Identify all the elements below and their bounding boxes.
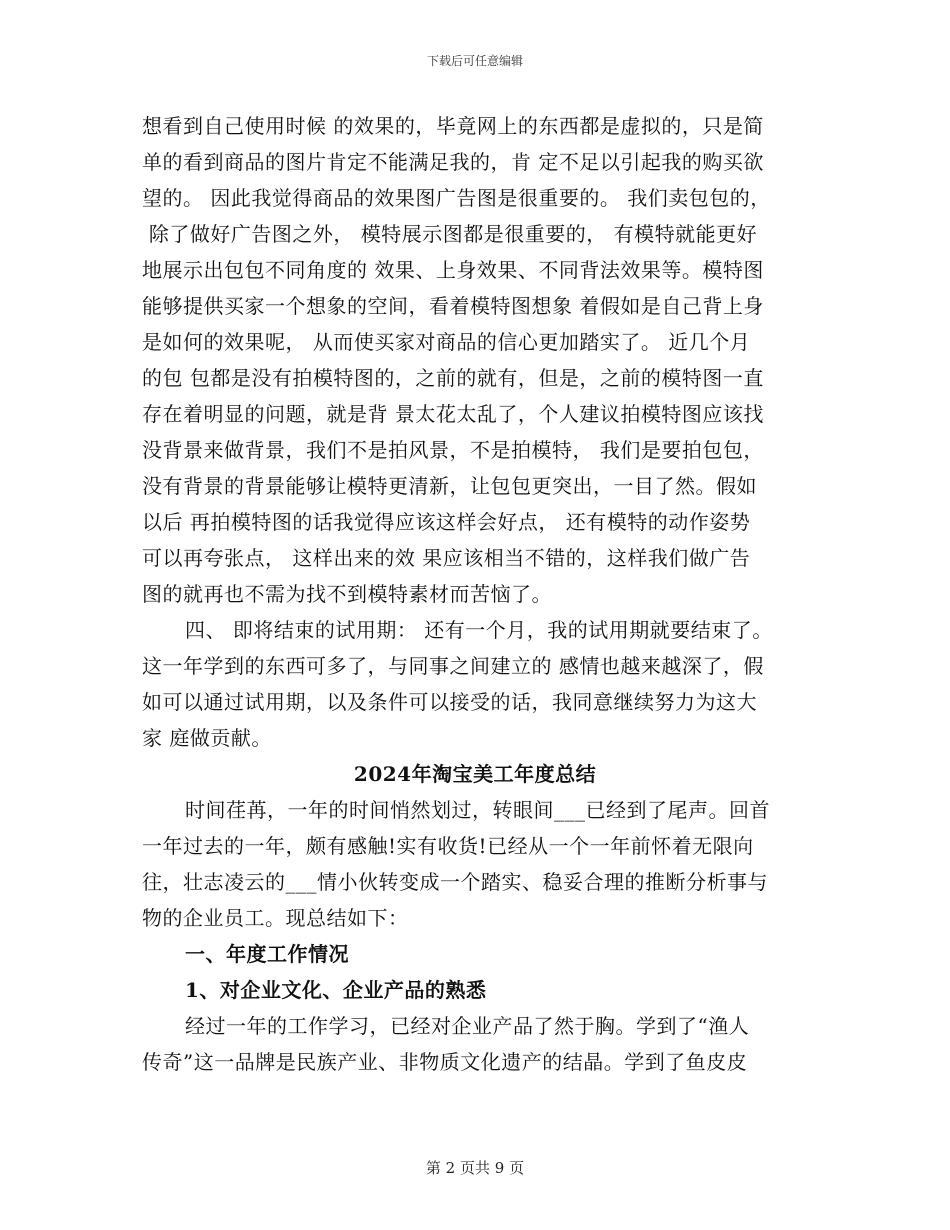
text-line: 存在着明显的问题，就是背 景太花太乱了，个人建议拍模特图应该找 bbox=[142, 402, 764, 426]
text-line: 家 庭做贡献。 bbox=[142, 726, 272, 750]
text-line: 物的企业员工。现总结如下： bbox=[142, 906, 409, 930]
document-title: 2024年淘宝美工年度总结 bbox=[353, 762, 597, 786]
subsection-heading: 1、对企业文化、企业产品的熟悉 bbox=[185, 978, 487, 1002]
section-heading: 一、年度工作情况 bbox=[185, 942, 349, 966]
text-line: 想看到自己使用时候 的效果的，毕竟网上的东西都是虚拟的，只是简 bbox=[142, 114, 764, 138]
text-line: 的包 包都是没有拍模特图的，之前的就有，但是，之前的模特图一直 bbox=[142, 366, 764, 390]
text-line: 没背景来做背景，我们不是拍风景，不是拍模特， 我们是要拍包包， bbox=[142, 438, 764, 462]
text-line: 没有背景的背景能够让模特更清新，让包包更突出，一目了然。假如 bbox=[142, 474, 757, 498]
text-line: 可以再夸张点， 这样出来的效 果应该相当不错的，这样我们做广告 bbox=[142, 546, 751, 570]
text-line: 经过一年的工作学习，已经对企业产品了然于胸。学到了“渔人 bbox=[185, 1014, 750, 1038]
text-line: 时间荏苒，一年的时间悄然划过，转眼间___已经到了尾声。回首 bbox=[185, 798, 770, 822]
text-line: 能够提供买家一个想象的空间，看着模特图想象 着假如是自己背上身 bbox=[142, 294, 764, 318]
section-heading-four: 四、 即将结束的试用期： 还有一个月，我的试用期就要结束了。 bbox=[185, 618, 773, 642]
page-number: 第 2 页共 9 页 bbox=[425, 1159, 525, 1177]
text-line: 地展示出包包不同角度的 效果、上身效果、不同背法效果等。模特图 bbox=[142, 258, 764, 282]
text-line: 往，壮志凌云的___情小伙转变成一个踏实、稳妥合理的推断分析事与 bbox=[142, 870, 768, 894]
page-header: 下载后可任意编辑 bbox=[426, 54, 523, 68]
text-line: 这一年学到的东西可多了，与同事之间建立的 感情也越来越深了，假 bbox=[142, 654, 764, 678]
text-line: 是如何的效果呢， 从而使买家对商品的信心更加踏实了。 近几个月 bbox=[142, 330, 751, 354]
text-line: 单的看到商品的图片肯定不能满足我的，肯 定不足以引起我的购买欲 bbox=[142, 150, 764, 174]
document-body bbox=[142, 108, 808, 1080]
text-line: 除了做好广告图之外， 模特展示图都是很重要的， 有模特就能更好 bbox=[142, 222, 758, 246]
text-line: 传奇”这一品牌是民族产业、非物质文化遗产的结晶。学到了鱼皮皮 bbox=[142, 1050, 748, 1074]
text-line: 如可以通过试用期，以及条件可以接受的话，我同意继续努力为这大 bbox=[142, 690, 757, 714]
text-line: 图的就再也不需为找不到模特素材而苦恼了。 bbox=[142, 582, 552, 606]
text-line: 望的。 因此我觉得商品的效果图广告图是很重要的。 我们卖包包的， bbox=[142, 186, 771, 210]
text-line: 一年过去的一年，颇有感触!实有收货!已经从一个一年前怀着无限向 bbox=[142, 834, 754, 858]
text-line: 以后 再拍模特图的话我觉得应该这样会好点， 还有模特的动作姿势 bbox=[142, 510, 751, 534]
